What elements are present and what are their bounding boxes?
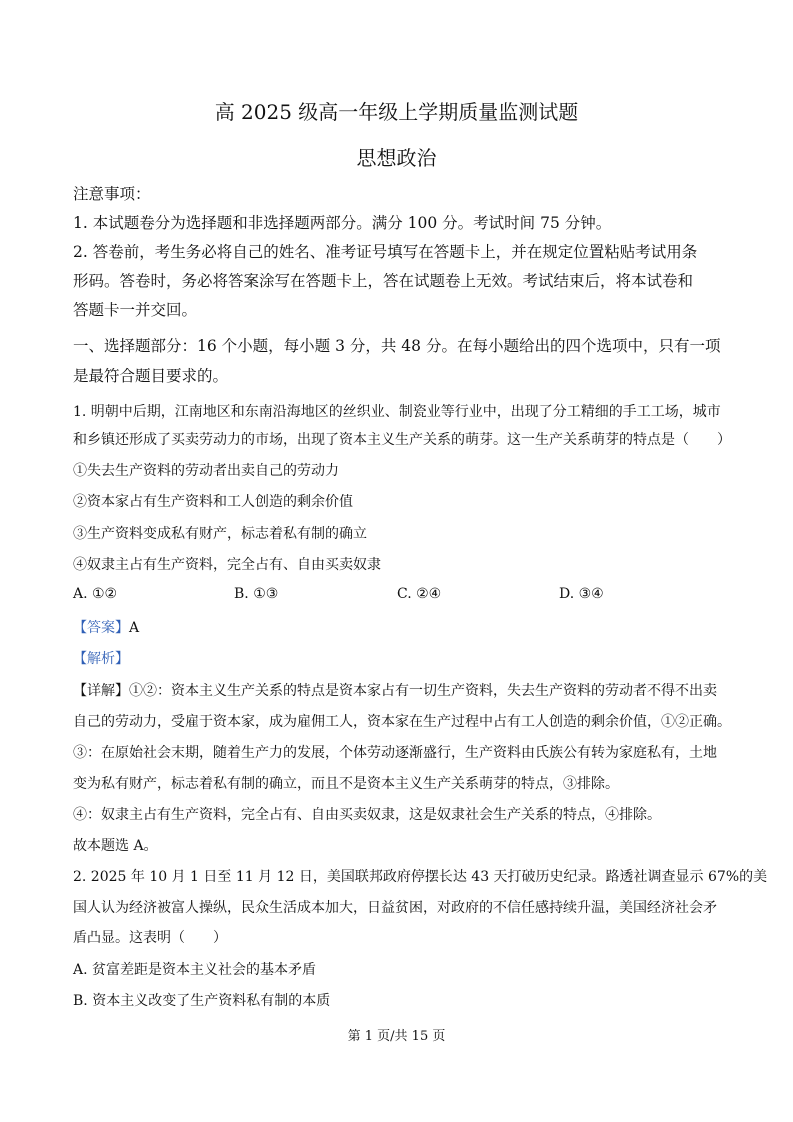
notice-heading: 注意事项： <box>73 185 151 203</box>
notice-line-1: 1. 本试题卷分为选择题和非选择题两部分。满分 100 分。考试时间 75 分钟。 <box>73 214 612 232</box>
q2-stem-line-1: 2. 2025 年 10 月 1 日至 11 月 12 日，美国联邦政府停摆长达 43 天打破历史纪录。路透社调查显示 67%的美 <box>73 869 768 885</box>
q1-detail-line-1 <box>73 680 717 700</box>
q1-stem-line-1: 1. 明朝中后期，江南地区和东南沿海地区的丝织业、制瓷业等行业中，出现了分工精细的手工工场，城市 <box>73 404 721 420</box>
q1-item-1: ①失去生产资料的劳动者出卖自己的劳动力 <box>73 463 339 479</box>
q1-item-3: ③生产资料变成私有财产，标志着私有制的确立 <box>73 526 367 542</box>
analysis-tag: 【解析】 <box>73 651 129 667</box>
section-line-2: 是最符合题目要求的。 <box>73 367 229 385</box>
notice-line-3: 形码。答卷时，务必将答案涂写在答题卡上，答在试题卷上无效。考试结束后，将本试卷和 <box>73 272 694 290</box>
q2-option-a: A. 贫富差距是资本主义社会的基本矛盾 <box>73 962 317 978</box>
page-footer: 第 1 页/共 15 页 <box>347 1029 446 1044</box>
q2-stem-line-2: 国人认为经济被富人操纵，民众生活成本加大，日益贫困，对政府的不信任感持续升温，美国经济社会矛 <box>73 900 717 916</box>
q1-detail-line-2: 自己的劳动力，受雇于资本家，成为雇佣工人，资本家在生产过程中占有工人创造的剩余价值，①②正确。 <box>73 714 731 730</box>
q1-option-b: B. ①③ <box>234 586 279 602</box>
answer-tag: 【答案】 <box>73 620 129 636</box>
notice-line-4: 答题卡一并交回。 <box>73 301 198 319</box>
q1-item-2: ②资本家占有生产资料和工人创造的剩余价值 <box>73 494 353 510</box>
section-line-1: 一、选择题部分：16 个小题，每小题 3 分，共 48 分。在每小题给出的四个选项中，只有一项 <box>73 337 721 355</box>
q1-answer <box>73 617 139 637</box>
answer-value: A <box>129 620 140 636</box>
q1-option-a: A. ①② <box>73 586 118 602</box>
q1-detail-line-4: 变为私有财产，标志着私有制的确立，而且不是资本主义生产关系萌芽的特点，③排除。 <box>73 776 619 792</box>
subject-title: 思想政治 <box>356 146 437 170</box>
q1-stem-line-2: 和乡镇还形成了买卖劳动力的市场，出现了资本主义生产关系的萌芽。这一生产关系萌芽的特点是（ ） <box>73 432 731 448</box>
detail-tag: 【详解】 <box>73 683 129 699</box>
q1-detail-line-6: 故本题选 A。 <box>73 838 158 854</box>
q1-item-4: ④奴隶主占有生产资料，完全占有、自由买卖奴隶 <box>73 557 381 573</box>
q2-stem-line-3: 盾凸显。这表明（ ） <box>73 930 227 946</box>
q2-option-b: B. 资本主义改变了生产资料私有制的本质 <box>73 993 331 1009</box>
q1-option-c: C. ②④ <box>397 586 442 602</box>
q1-detail-line-3: ③：在原始社会末期，随着生产力的发展，个体劳动逐渐盛行，生产资料由氏族公有转为家庭私有，土地 <box>73 745 717 761</box>
exam-title: 高 2025 级高一年级上学期质量监测试题 <box>214 100 579 124</box>
q1-option-d: D. ③④ <box>559 586 604 602</box>
q1-detail-line-5: ④：奴隶主占有生产资料，完全占有、自由买卖奴隶，这是奴隶社会生产关系的特点，④排除。 <box>73 807 661 823</box>
notice-line-2: 2. 答卷前，考生务必将自己的姓名、准考证号填写在答题卡上，并在规定位置粘贴考试用条 <box>73 243 698 261</box>
detail-text-1: ①②：资本主义生产关系的特点是资本家占有一切生产资料，失去生产资料的劳动者不得不出卖 <box>129 683 717 699</box>
